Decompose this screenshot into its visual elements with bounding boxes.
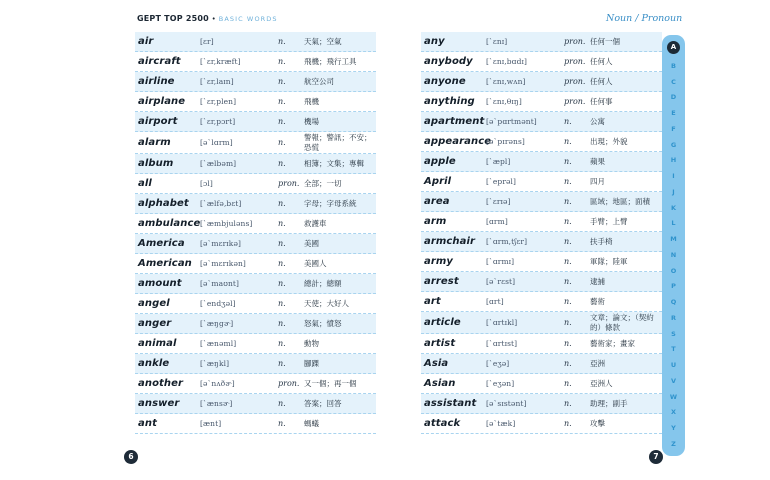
entry-phonetic: [ɔl] bbox=[200, 179, 213, 188]
alphabet-tab-g[interactable]: G bbox=[670, 140, 677, 149]
entry-translation: 任何人 bbox=[590, 76, 613, 86]
section-label: Noun / Pronoun bbox=[606, 13, 683, 24]
entry-word: ankle bbox=[138, 358, 170, 369]
entry-row bbox=[421, 252, 662, 272]
entry-row bbox=[421, 354, 662, 374]
entry-row bbox=[421, 172, 662, 192]
entry-row bbox=[135, 194, 376, 214]
entry-word: artist bbox=[424, 338, 456, 349]
entry-pos: n. bbox=[564, 257, 572, 266]
entry-translation: 答案；回答 bbox=[304, 398, 342, 408]
entry-row bbox=[135, 354, 376, 374]
entry-word: aircraft bbox=[138, 56, 181, 67]
entry-phonetic: [ə`rɛst] bbox=[486, 277, 516, 286]
alphabet-tab-d[interactable]: D bbox=[670, 93, 677, 102]
entry-row bbox=[421, 32, 662, 52]
entry-row bbox=[135, 132, 376, 154]
entry-translation: 手臂；上臂 bbox=[590, 216, 628, 226]
entry-row bbox=[135, 92, 376, 112]
entry-row bbox=[421, 112, 662, 132]
entry-translation: 動物 bbox=[304, 338, 319, 348]
entry-row bbox=[135, 52, 376, 72]
entry-row bbox=[421, 192, 662, 212]
entry-translation: 飛機 bbox=[304, 96, 319, 106]
entry-word: armchair bbox=[424, 236, 476, 247]
entry-pos: n. bbox=[278, 399, 286, 408]
entry-translation: 相簿；文集；專輯 bbox=[304, 158, 364, 168]
entry-translation: 文章；論文；（契約的）條款 bbox=[590, 313, 654, 332]
entry-pos: n. bbox=[564, 339, 572, 348]
entry-pos: n. bbox=[278, 279, 286, 288]
entry-row bbox=[421, 414, 662, 434]
alphabet-tab-f[interactable]: F bbox=[671, 124, 676, 133]
entry-row bbox=[421, 152, 662, 172]
entry-phonetic: [`ænsɚ] bbox=[200, 399, 233, 408]
entry-row bbox=[421, 92, 662, 112]
alphabet-tab-x[interactable]: X bbox=[670, 408, 676, 417]
entry-word: album bbox=[138, 158, 174, 169]
entry-row bbox=[135, 414, 376, 434]
entry-word: appearance bbox=[424, 136, 492, 147]
entry-word: art bbox=[424, 296, 441, 307]
entry-phonetic: [ə`mɛrɪkən] bbox=[200, 259, 246, 268]
entry-row bbox=[421, 394, 662, 414]
entry-phonetic: [ɛr] bbox=[200, 37, 214, 46]
entry-word: Asia bbox=[424, 358, 449, 369]
entry-word: American bbox=[138, 258, 192, 269]
entry-row bbox=[135, 112, 376, 132]
entry-row bbox=[421, 232, 662, 252]
entry-word: April bbox=[424, 176, 452, 187]
entry-phonetic: [`ælbəm] bbox=[200, 159, 237, 168]
entry-word: any bbox=[424, 36, 445, 47]
entry-pos: n. bbox=[564, 419, 572, 428]
alphabet-tab-i[interactable]: I bbox=[672, 172, 675, 180]
entry-word: ant bbox=[138, 418, 157, 429]
alphabet-tab-r[interactable]: R bbox=[670, 313, 676, 322]
alphabet-tab-b[interactable]: B bbox=[671, 61, 676, 70]
entry-row bbox=[421, 312, 662, 334]
alphabet-tab-h[interactable]: H bbox=[670, 156, 677, 165]
entry-phonetic: [`eʒən] bbox=[486, 379, 515, 388]
entry-pos: n. bbox=[564, 237, 572, 246]
entry-pos: n. bbox=[564, 217, 572, 226]
entry-phonetic: [`ɛr,plen] bbox=[200, 97, 237, 106]
entry-translation: 攻擊 bbox=[590, 418, 605, 428]
entry-row bbox=[135, 214, 376, 234]
series-title: GEPT TOP 2500 bbox=[137, 14, 209, 23]
entry-phonetic: [`ænəml] bbox=[200, 339, 237, 348]
alphabet-tab-k[interactable]: K bbox=[670, 203, 677, 212]
entry-row bbox=[135, 394, 376, 414]
entry-pos: n. bbox=[564, 277, 572, 286]
entry-translation: 蘋果 bbox=[590, 156, 605, 166]
entry-pos: pron. bbox=[564, 37, 586, 46]
page-number-left: 6 bbox=[124, 450, 138, 464]
entry-translation: 區域；地區；面積 bbox=[590, 196, 650, 206]
entry-phonetic: [ə`lɑrm] bbox=[200, 138, 233, 147]
entry-word: animal bbox=[138, 338, 177, 349]
entry-translation: 怒氣；憤怒 bbox=[304, 318, 342, 328]
entry-translation: 亞洲 bbox=[590, 358, 605, 368]
entry-row bbox=[135, 294, 376, 314]
entry-pos: n. bbox=[278, 419, 286, 428]
entry-phonetic: [ə`mɛrɪkə] bbox=[200, 239, 242, 248]
entry-translation: 出現；外貌 bbox=[590, 136, 628, 146]
entry-word: Asian bbox=[424, 378, 456, 389]
entry-translation: 軍隊；陸軍 bbox=[590, 256, 628, 266]
entry-translation: 飛機；飛行工具 bbox=[304, 56, 357, 66]
entry-pos: n. bbox=[278, 299, 286, 308]
entry-phonetic: [`ɑrtɪst] bbox=[486, 339, 518, 348]
entry-translation: 藝術 bbox=[590, 296, 605, 306]
entry-word: area bbox=[424, 196, 450, 207]
alphabet-tab-a[interactable]: A bbox=[667, 41, 680, 54]
entry-row bbox=[421, 334, 662, 354]
alphabet-tab-m[interactable]: M bbox=[670, 235, 677, 243]
entry-pos: n. bbox=[278, 37, 286, 46]
entry-pos: pron. bbox=[564, 97, 586, 106]
series-subtitle: BASIC WORDS bbox=[218, 15, 278, 23]
entry-phonetic: [`ɛrɪə] bbox=[486, 197, 511, 206]
entry-row bbox=[135, 314, 376, 334]
entry-translation: 任何一個 bbox=[590, 36, 620, 46]
entry-phonetic: [`ælfə,bɛt] bbox=[200, 199, 242, 208]
entry-row bbox=[135, 72, 376, 92]
entry-word: army bbox=[424, 256, 454, 267]
entry-phonetic: [`ɛnɪ,wʌn] bbox=[486, 77, 526, 86]
entry-pos: n. bbox=[278, 77, 286, 86]
entry-phonetic: [`æŋkl] bbox=[200, 359, 230, 368]
entry-word: America bbox=[138, 238, 185, 249]
entry-pos: n. bbox=[564, 297, 572, 306]
entry-translation: 藝術家；畫家 bbox=[590, 338, 635, 348]
entry-pos: n. bbox=[278, 117, 286, 126]
entry-translation: 警報；警訊；不安；恐慌 bbox=[304, 133, 372, 152]
entry-phonetic: [`eprəl] bbox=[486, 177, 517, 186]
alphabet-tab-q[interactable]: Q bbox=[670, 298, 677, 306]
entry-pos: n. bbox=[564, 318, 572, 327]
alphabet-tab-j[interactable]: J bbox=[672, 187, 675, 196]
entry-word: alarm bbox=[138, 137, 171, 148]
entry-translation: 助理；副手 bbox=[590, 398, 628, 408]
header-separator: • bbox=[211, 15, 217, 23]
entry-phonetic: [`æmbjuləns] bbox=[200, 219, 253, 228]
entry-phonetic: [`ɛr,pɔrt] bbox=[200, 117, 236, 126]
entry-phonetic: [ə`sɪstənt] bbox=[486, 399, 527, 408]
entry-row bbox=[421, 292, 662, 312]
entry-translation: 又一個；再一個 bbox=[304, 378, 357, 388]
entry-translation: 機場 bbox=[304, 116, 319, 126]
entry-translation: 美國 bbox=[304, 238, 319, 248]
entry-pos: n. bbox=[278, 359, 286, 368]
entry-pos: n. bbox=[564, 379, 572, 388]
entry-row bbox=[135, 32, 376, 52]
entry-pos: n. bbox=[278, 219, 286, 228]
entry-row bbox=[421, 72, 662, 92]
entry-pos: n. bbox=[278, 259, 286, 268]
entry-word: airline bbox=[138, 76, 175, 87]
alphabet-tab-o[interactable]: O bbox=[670, 266, 677, 275]
entry-translation: 美國人 bbox=[304, 258, 327, 268]
entry-translation: 全部；一切 bbox=[304, 178, 342, 188]
entry-row bbox=[135, 174, 376, 194]
entry-pos: n. bbox=[564, 399, 572, 408]
entry-row bbox=[135, 234, 376, 254]
entry-translation: 亞洲人 bbox=[590, 378, 613, 388]
word-table-left-page bbox=[135, 32, 376, 434]
entry-phonetic: [`æpl] bbox=[486, 157, 511, 166]
entry-pos: pron. bbox=[564, 77, 586, 86]
entry-pos: n. bbox=[278, 159, 286, 168]
entry-pos: n. bbox=[278, 97, 286, 106]
entry-phonetic: [`ɑrmɪ] bbox=[486, 257, 515, 266]
entry-phonetic: [ə`pɪrəns] bbox=[486, 137, 525, 146]
alphabet-tab-t[interactable]: T bbox=[671, 345, 676, 354]
entry-word: airport bbox=[138, 116, 178, 127]
alphabet-tab-s[interactable]: S bbox=[671, 329, 676, 338]
entry-pos: n. bbox=[564, 117, 572, 126]
entry-row bbox=[135, 254, 376, 274]
entry-word: arm bbox=[424, 216, 447, 227]
alphabet-tab-v[interactable]: V bbox=[670, 376, 677, 385]
entry-word: assistant bbox=[424, 398, 477, 409]
alphabet-tab-e[interactable]: E bbox=[671, 109, 676, 117]
entry-pos: pron. bbox=[278, 179, 300, 188]
entry-word: attack bbox=[424, 418, 461, 429]
entry-word: amount bbox=[138, 278, 182, 289]
entry-word: alphabet bbox=[138, 198, 189, 209]
entry-word: air bbox=[138, 36, 154, 47]
entry-phonetic: [`ɛnɪ,θɪŋ] bbox=[486, 97, 522, 106]
alphabet-tab-y[interactable]: Y bbox=[671, 424, 676, 432]
alphabet-index-sidebar bbox=[662, 35, 685, 456]
page-header-left bbox=[137, 14, 278, 23]
entry-pos: pron. bbox=[278, 379, 300, 388]
entry-row bbox=[421, 272, 662, 292]
entry-word: anybody bbox=[424, 56, 473, 67]
entry-pos: n. bbox=[564, 197, 572, 206]
entry-phonetic: [ɑrt] bbox=[486, 297, 504, 306]
entry-row bbox=[421, 212, 662, 232]
entry-phonetic: [`ɛr,laɪn] bbox=[200, 77, 234, 86]
entry-row bbox=[421, 52, 662, 72]
entry-phonetic: [`ɛr,kræft] bbox=[200, 57, 241, 66]
entry-phonetic: [ə`nʌðɚ] bbox=[200, 379, 235, 388]
entry-pos: n. bbox=[278, 57, 286, 66]
entry-word: article bbox=[424, 317, 461, 328]
entry-pos: n. bbox=[564, 359, 572, 368]
entry-word: airplane bbox=[138, 96, 186, 107]
entry-word: answer bbox=[138, 398, 180, 409]
word-table-right-page bbox=[421, 32, 662, 434]
entry-row bbox=[135, 274, 376, 294]
entry-phonetic: [`æŋgɚ] bbox=[200, 319, 234, 328]
entry-pos: n. bbox=[564, 137, 572, 146]
alphabet-tab-z[interactable]: Z bbox=[671, 439, 676, 448]
entry-row bbox=[135, 154, 376, 174]
alphabet-tab-l[interactable]: L bbox=[671, 219, 676, 228]
entry-translation: 任何事 bbox=[590, 96, 613, 106]
entry-word: ambulance bbox=[138, 218, 201, 229]
entry-row bbox=[135, 374, 376, 394]
entry-translation: 救護車 bbox=[304, 218, 327, 228]
entry-word: anyone bbox=[424, 76, 466, 87]
entry-pos: n. bbox=[278, 319, 286, 328]
entry-translation: 腳踝 bbox=[304, 358, 319, 368]
entry-row bbox=[135, 334, 376, 354]
entry-translation: 公寓 bbox=[590, 116, 605, 126]
entry-word: all bbox=[138, 178, 152, 189]
entry-word: arrest bbox=[424, 276, 459, 287]
entry-phonetic: [ænt] bbox=[200, 419, 222, 428]
entry-pos: n. bbox=[278, 239, 286, 248]
entry-translation: 四月 bbox=[590, 176, 605, 186]
alphabet-tab-n[interactable]: N bbox=[670, 250, 677, 259]
entry-pos: n. bbox=[278, 339, 286, 348]
entry-translation: 天氣；空氣 bbox=[304, 36, 342, 46]
entry-word: anger bbox=[138, 318, 172, 329]
entry-translation: 航空公司 bbox=[304, 76, 334, 86]
entry-pos: n. bbox=[564, 157, 572, 166]
alphabet-tab-p[interactable]: P bbox=[671, 282, 676, 291]
entry-word: angel bbox=[138, 298, 170, 309]
entry-phonetic: [ə`tæk] bbox=[486, 419, 516, 428]
entry-phonetic: [`ɑrm,tʃɛr] bbox=[486, 237, 528, 246]
entry-phonetic: [ɑrm] bbox=[486, 217, 508, 226]
entry-phonetic: [`eʒə] bbox=[486, 359, 510, 368]
entry-row bbox=[421, 374, 662, 394]
entry-pos: pron. bbox=[564, 57, 586, 66]
entry-translation: 字母；字母系統 bbox=[304, 198, 357, 208]
entry-translation: 扶手椅 bbox=[590, 236, 613, 246]
entry-translation: 螞蟻 bbox=[304, 418, 319, 428]
entry-word: another bbox=[138, 378, 184, 389]
entry-pos: n. bbox=[564, 177, 572, 186]
entry-pos: n. bbox=[278, 199, 286, 208]
entry-phonetic: [`ɛnɪ,bɑdɪ] bbox=[486, 57, 528, 66]
entry-phonetic: [ə`pɑrtmənt] bbox=[486, 117, 537, 126]
entry-phonetic: [ə`maʊnt] bbox=[200, 279, 240, 288]
entry-word: apartment bbox=[424, 116, 485, 127]
entry-word: anything bbox=[424, 96, 475, 107]
entry-row bbox=[421, 132, 662, 152]
entry-phonetic: [`ɑrtɪkl] bbox=[486, 318, 518, 327]
alphabet-tab-w[interactable]: W bbox=[669, 392, 678, 401]
page-number-right: 7 bbox=[649, 450, 663, 464]
entry-word: apple bbox=[424, 156, 456, 167]
entry-pos: n. bbox=[278, 138, 286, 147]
entry-translation: 逮捕 bbox=[590, 276, 605, 286]
alphabet-tab-u[interactable]: U bbox=[670, 361, 677, 369]
entry-translation: 任何人 bbox=[590, 56, 613, 66]
entry-phonetic: [`endʒəl] bbox=[200, 299, 236, 308]
entry-phonetic: [`ɛnɪ] bbox=[486, 37, 508, 46]
entry-translation: 總計；總額 bbox=[304, 278, 342, 288]
alphabet-tab-c[interactable]: C bbox=[671, 77, 676, 86]
entry-translation: 天使；大好人 bbox=[304, 298, 349, 308]
